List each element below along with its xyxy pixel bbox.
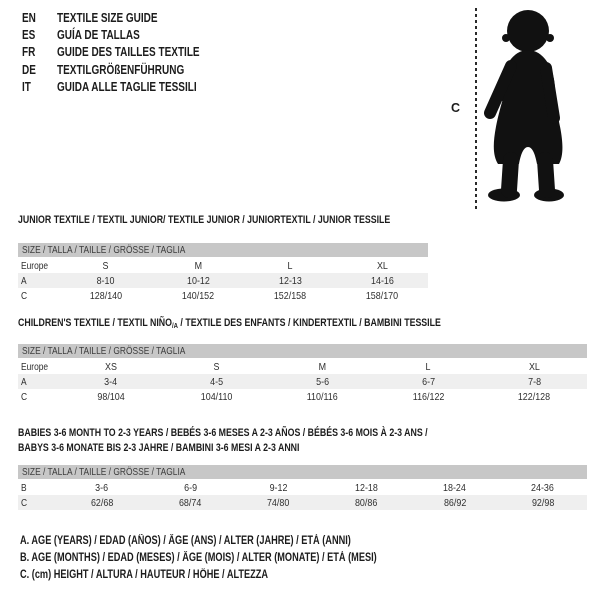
size-header-bar: SIZE / TALLA / TAILLE / GRÖSSE / TAGLIA [18,465,587,479]
measurement-legend [20,535,466,585]
table-row [18,288,428,303]
baby-head [507,10,549,52]
value-cell: 12-18 [355,481,378,494]
value-cell: 152/158 [273,289,307,302]
row-label: B [21,481,27,494]
children-textile-section [18,316,587,404]
height-marker-label: C [451,101,461,115]
value-cell: 68/74 [179,496,202,509]
language-title: TEXTILGRÖßENFÜHRUNG [57,62,185,77]
row-label: C [21,390,28,403]
value-cell: 104/110 [200,390,233,403]
baby-ear-left [502,34,510,42]
value-cell: 74/80 [267,496,290,509]
value-cell: 158/170 [365,289,399,302]
table-row [18,495,587,510]
language-line-fr [22,44,235,61]
baby-silhouette-image [480,6,580,206]
size-header-bar: SIZE / TALLA / TAILLE / GRÖSSE / TAGLIA [18,344,587,358]
language-line-it [22,79,235,96]
baby-arm-right [546,68,554,118]
value-cell: 7-8 [527,375,541,388]
value-cell: 80/86 [355,496,378,509]
value-cell: S [103,259,109,272]
value-cell: 128/140 [89,289,123,302]
babies-textile-section [18,426,587,510]
baby-leg-left [509,160,511,190]
value-cell: 116/122 [412,390,445,403]
value-cell: L [287,259,293,272]
babies-table-title [18,426,587,456]
value-cell: 122/128 [517,390,551,403]
row-label: Europe [21,360,49,373]
language-line-de [22,61,235,78]
value-cell: 3-4 [104,375,118,388]
table-row [18,273,428,288]
junior-table-title: JUNIOR TEXTILE / TEXTIL JUNIOR/ TEXTILE JUNIOR / JUNIORTEXTIL / JUNIOR TESSILE [18,214,391,226]
value-cell: 86/92 [443,496,466,509]
baby-ear-right [546,34,554,42]
value-cell: S [213,360,220,373]
value-cell: 3-6 [95,481,109,494]
babies-title-line1: BABIES 3-6 MONTH TO 2-3 YEARS / BEBÉS 3-6 MESES A 2-3 AÑOS / BÉBÉS 3-6 MOIS À 2-3 ANS / [18,427,428,439]
table-row [18,389,587,404]
row-label: C [21,496,28,509]
language-title: TEXTILE SIZE GUIDE [57,10,158,25]
size-header-bar: SIZE / TALLA / TAILLE / GRÖSSE / TAGLIA [18,243,428,257]
value-cell: XS [104,360,117,373]
value-cell: 9-12 [269,481,288,494]
children-table-title: CHILDREN'S TEXTILE / TEXTIL $NIÑO_{/A}$ / TEXTILE DES ENFANTS / KINDERTEXTIL / BAMBINI TESSILE [18,317,441,330]
value-cell: 18-24 [443,481,467,494]
row-label: Europe [21,259,49,272]
language-line-en [22,9,235,26]
language-code: FR [22,45,36,60]
legend-line-c: C. (cm) HEIGHT / ALTURA / HAUTEUR / HÖHE / ALTEZZA [20,568,269,581]
legend-line-a: A. AGE (YEARS) / EDAD (AÑOS) / ÂGE (ANS) / ALTER (JAHRE) / ETÀ (ANNI) [20,535,351,547]
language-code: IT [22,80,31,95]
value-cell: 5-6 [316,375,329,388]
value-cell: 62/68 [90,496,114,509]
value-cell: 4-5 [210,375,224,388]
value-cell: M [318,360,327,373]
value-cell: 140/152 [181,289,215,302]
language-code: ES [22,28,36,43]
language-code: EN [22,10,36,25]
value-cell: 92/98 [531,496,555,509]
value-cell: XL [376,259,388,272]
value-cell: 12-13 [278,274,302,287]
value-cell: 6-7 [421,375,435,388]
value-cell: M [194,259,202,272]
title-subscript: /A [171,321,178,330]
language-title: GUÍA DE TALLAS [57,28,140,43]
table-row [18,480,587,495]
value-cell: 8-10 [97,274,115,287]
legend-line-b: B. AGE (MONTHS) / EDAD (MESES) / ÂGE (MOIS) / ALTER (MONATE) / ETÀ (MESI) [20,551,377,564]
table-row [18,374,587,389]
table-row [18,258,428,273]
junior-textile-section [18,213,428,303]
value-cell: 110/116 [307,390,338,403]
value-cell: 14-16 [370,274,394,287]
language-title: GUIDE DES TAILLES TEXTILE [57,45,200,60]
value-cell: 98/104 [97,390,125,403]
table-row [18,359,587,374]
height-dashed-line [475,8,477,210]
babies-title-line2: BABYS 3-6 MONATE BIS 2-3 JAHRE / BAMBINI 3-6 MESI A 2-3 ANNI [18,442,300,454]
value-cell: 10-12 [186,274,210,287]
language-title-block [22,9,235,96]
row-label: A [21,274,27,287]
baby-leg-right [545,160,547,190]
value-cell: 24-36 [531,481,555,494]
row-label: C [21,289,28,302]
language-title: GUIDA ALLE TAGLIE TESSILI [57,80,197,95]
row-label: A [21,375,27,388]
value-cell: 6-9 [183,481,197,494]
language-line-es [22,26,235,43]
value-cell: XL [528,360,540,373]
value-cell: L [425,360,431,373]
language-code: DE [22,62,36,77]
